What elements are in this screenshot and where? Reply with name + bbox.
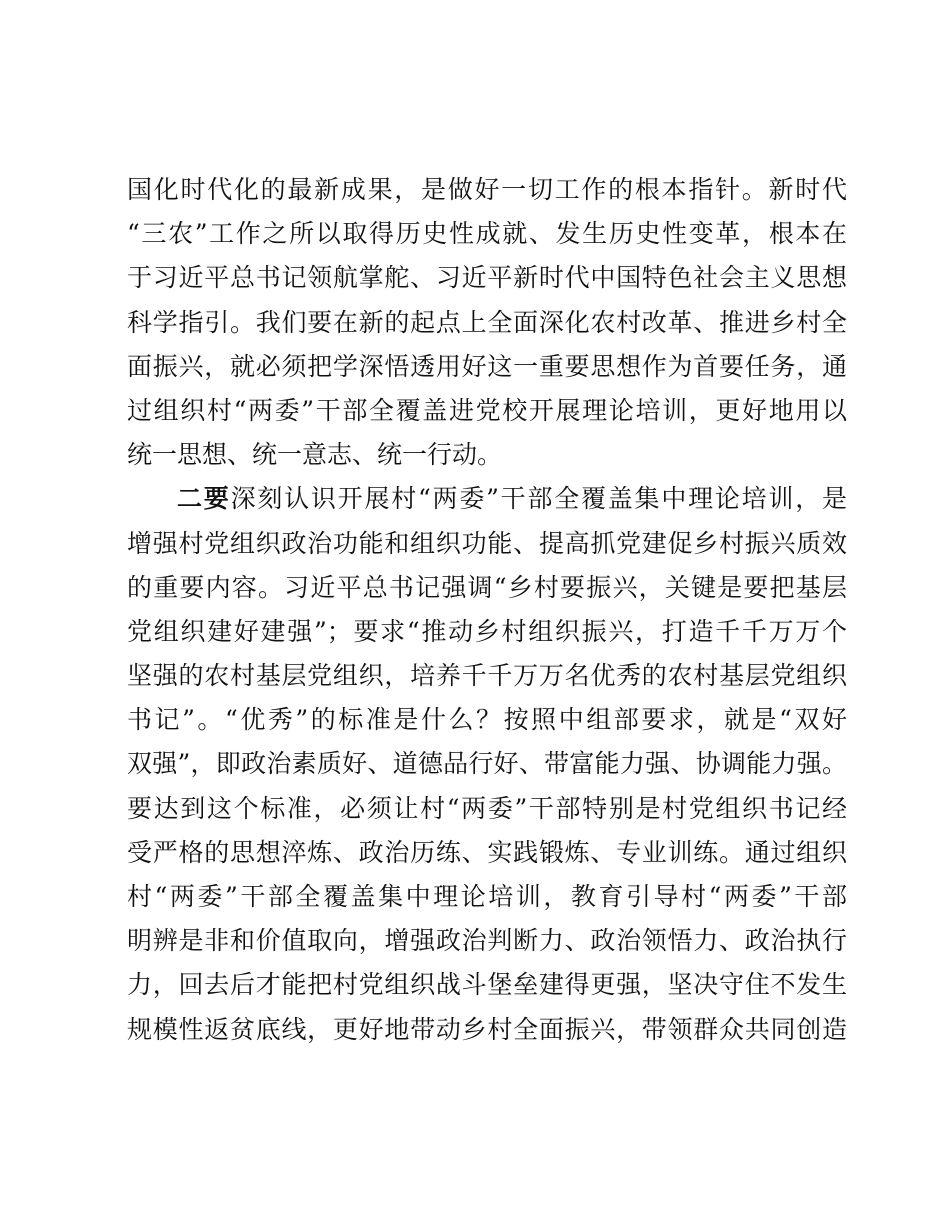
text-line: 村“两委”干部全覆盖集中理论培训，教育引导村“两委”干部 xyxy=(127,882,847,911)
text-line: 统一思想、统一意志、统一行动。 xyxy=(127,440,503,470)
text-line: 过组织村“两委”干部全覆盖进党校开展理论培训，更好地用以 xyxy=(127,395,847,425)
text-line: 规模性返贫底线，更好地带动乡村全面振兴，带领群众共同创造 xyxy=(127,1014,847,1044)
text-line: 的重要内容。习近平总书记强调“乡村要振兴，关键是要把基层 xyxy=(127,572,847,602)
text-line: 双强”，即政治素质好、道德品行好、带富能力强、协调能力强。 xyxy=(127,749,847,779)
text-line: 国化时代化的最新成果，是做好一切工作的根本指针。新时代 xyxy=(127,175,847,204)
text-line: 力，回去后才能把村党组织战斗堡垒建得更强，坚决守住不发生 xyxy=(127,970,847,1000)
paragraph-lead: 二要 xyxy=(177,484,231,514)
text-line: 受严格的思想淬炼、政治历练、实践锻炼、专业训练。通过组织 xyxy=(127,837,847,867)
first-line-text: 深刻认识开展村“两委”干部全覆盖集中理论培训，是 xyxy=(230,484,847,514)
text-line: 增强村党组织政治功能和组织功能、提高抓党建促乡村振兴质效 xyxy=(127,528,847,558)
text-line: 书记”。“优秀”的标准是什么？按照中组部要求，就是“双好 xyxy=(127,705,847,735)
text-line: 党组织建好建强”；要求“推动乡村组织振兴，打造千千万万个 xyxy=(127,616,847,646)
text-line-first xyxy=(127,477,847,521)
text-line: 科学指引。我们要在新的起点上全面深化农村改革、推进乡村全 xyxy=(127,307,847,337)
text-line: “三农”工作之所以取得历史性成就、发生历史性变革，根本在 xyxy=(127,219,847,249)
text-line: 明辨是非和价值取向，增强政治判断力、政治领悟力、政治执行 xyxy=(127,926,847,956)
text-line: 要达到这个标准，必须让村“两委”干部特别是村党组织书记经 xyxy=(127,793,847,823)
text-line: 面振兴，就必须把学深悟透用好这一重要思想作为首要任务，通 xyxy=(127,351,847,381)
paragraph-1 xyxy=(127,168,847,477)
text-line: 于习近平总书记领航掌舵、习近平新时代中国特色社会主义思想 xyxy=(127,263,847,293)
text-line: 坚强的农村基层党组织，培养千千万万名优秀的农村基层党组织 xyxy=(127,661,847,691)
body-text xyxy=(127,168,847,1052)
paragraph-2 xyxy=(127,477,847,1051)
